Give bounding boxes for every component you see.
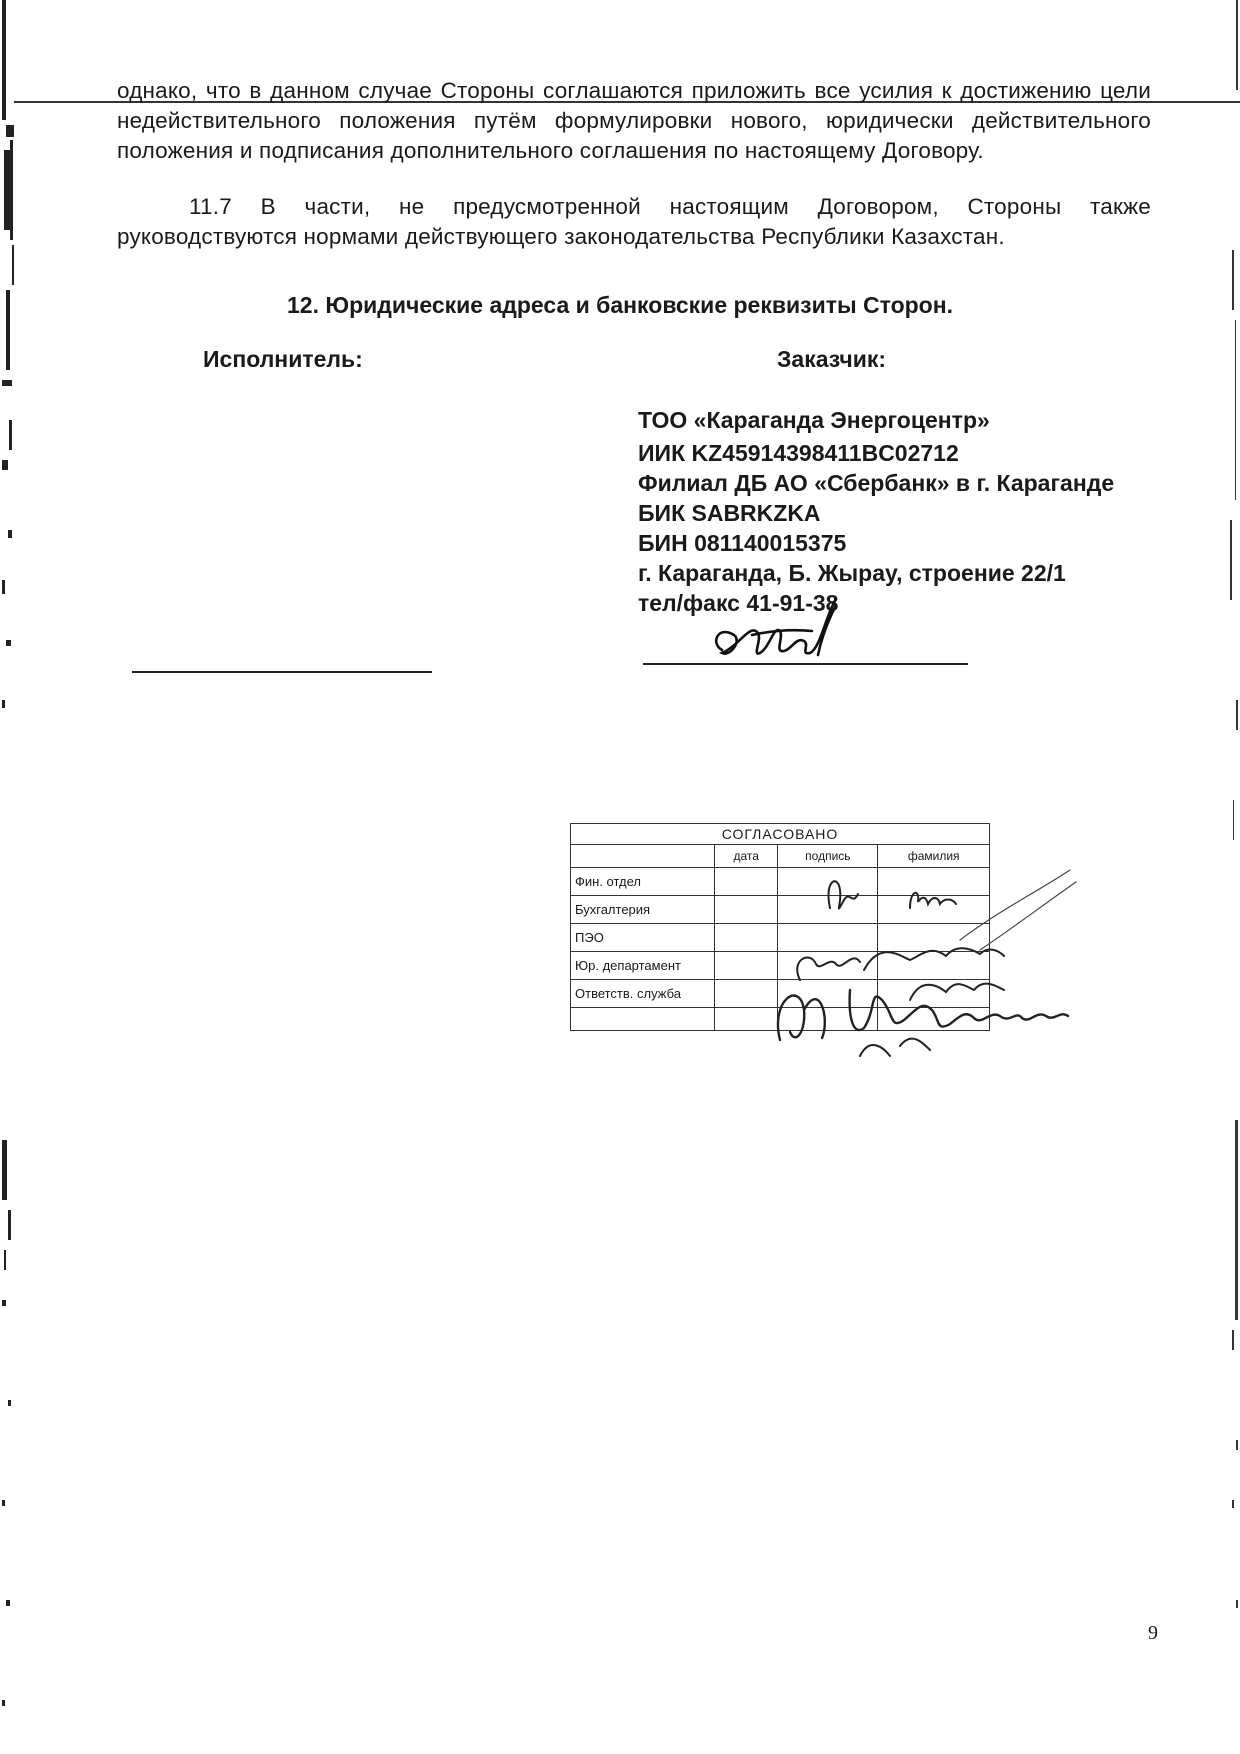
paragraph-continuation: однако, что в данном случае Стороны соглашаются приложить все усилия к достижению цели недействительного положения путём формулировки нового, юридически действительного положения и подписания дополнительного соглашения по настоящему Договору.: [117, 78, 1151, 163]
customer-address: г. Караганда, Б. Жырау, строение 22/1: [638, 560, 1066, 586]
approval-col-surname: фамилия: [878, 845, 990, 868]
approval-row-label: Ответств. служба: [571, 980, 715, 1008]
scan-edge-right: [1220, 0, 1240, 1754]
approval-col-date: дата: [715, 845, 778, 868]
customer-label: Заказчик:: [777, 346, 887, 372]
customer-company-name: ТОО «Караганда Энергоцентр»: [638, 407, 990, 433]
page-number: 9: [1148, 1622, 1158, 1644]
executor-label: Исполнитель:: [203, 346, 363, 372]
approval-col-empty: [571, 845, 715, 868]
approval-title: СОГЛАСОВАНО: [571, 824, 990, 845]
approval-row-label: Бухгалтерия: [571, 896, 715, 924]
approval-col-signature: подпись: [778, 845, 878, 868]
executor-signature-line: [132, 671, 432, 673]
approval-signatures: [760, 860, 1080, 1060]
customer-signature: [700, 595, 880, 675]
customer-bik: БИК SABRKZKA: [638, 500, 821, 526]
customer-iik: ИИК KZ45914398411BC02712: [638, 440, 959, 466]
customer-bank: Филиал ДБ АО «Сбербанк» в г. Караганде: [638, 470, 1115, 496]
customer-phone: тел/факс 41-91-38: [638, 590, 839, 616]
paragraph-11-7: 11.7 В части, не предусмотренной настоящим Договором, Стороны также руководствуются нормами действующего законодательства Республики Казахстан.: [117, 194, 1151, 249]
approval-row-label: Юр. департамент: [571, 952, 715, 980]
scan-edge-left: [0, 0, 22, 1754]
section-title: 12. Юридические адреса и банковские реквизиты Сторон.: [286, 292, 954, 318]
approval-row-label: Фин. отдел: [571, 868, 715, 896]
customer-bin: БИН 081140015375: [638, 530, 847, 556]
approval-row-label: ПЭО: [571, 924, 715, 952]
customer-requisites: [638, 405, 1114, 618]
